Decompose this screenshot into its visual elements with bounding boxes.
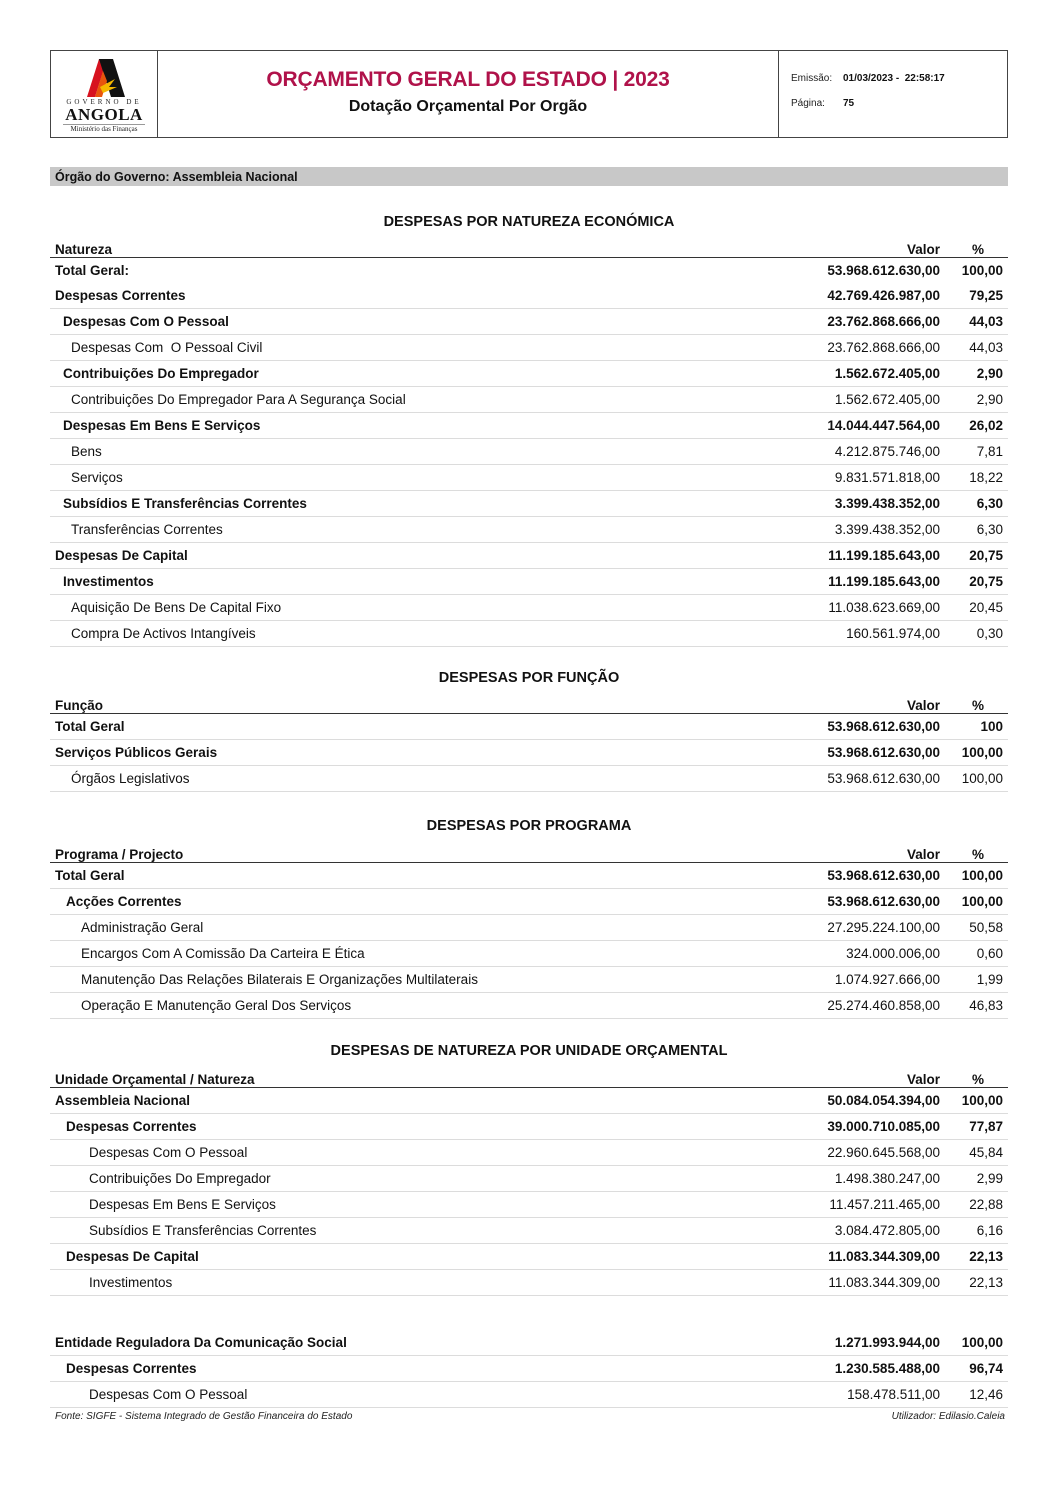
row-label: Contribuições Do Empregador Para A Segurança Social xyxy=(50,387,775,413)
row-percent: 44,03 xyxy=(948,335,1008,361)
header-titles xyxy=(158,51,779,137)
row-label: Despesas Correntes xyxy=(50,283,775,309)
row-value: 53.968.612.630,00 xyxy=(775,889,948,915)
row-label: Operação E Manutenção Geral Dos Serviços xyxy=(50,993,775,1019)
page-footer xyxy=(55,1411,1005,1422)
government-logo xyxy=(51,51,158,137)
table-row xyxy=(50,1244,1008,1270)
row-percent: 100,00 xyxy=(948,766,1008,792)
table-row xyxy=(50,1114,1008,1140)
col-percent: % xyxy=(948,239,1008,258)
table-row xyxy=(50,1166,1008,1192)
row-label: Serviços Públicos Gerais xyxy=(50,740,775,766)
row-percent: 7,81 xyxy=(948,439,1008,465)
row-percent: 20,75 xyxy=(948,569,1008,595)
header-meta xyxy=(779,51,1007,137)
table-row xyxy=(50,439,1008,465)
row-label: Órgãos Legislativos xyxy=(50,766,775,792)
row-percent: 77,87 xyxy=(948,1114,1008,1140)
row-label: Total Geral: xyxy=(55,262,130,278)
logo-line-ministerio: Ministério das Finanças xyxy=(70,125,138,133)
col-programa: Programa / Projecto xyxy=(50,844,775,863)
row-value: 11.199.185.643,00 xyxy=(775,543,948,569)
page-label: Página: xyxy=(791,98,825,109)
row-value: 53.968.612.630,00 xyxy=(775,714,948,740)
row-percent: 96,74 xyxy=(948,1356,1008,1382)
row-label: Assembleia Nacional xyxy=(50,1088,775,1114)
section-title-unidade: DESPESAS DE NATUREZA POR UNIDADE ORÇAMENTAL xyxy=(330,1043,728,1059)
row-percent: 100,00 xyxy=(948,1088,1008,1114)
col-percent: % xyxy=(948,695,1008,714)
col-percent: % xyxy=(948,1069,1008,1088)
row-percent: 6,30 xyxy=(948,491,1008,517)
table-row xyxy=(50,387,1008,413)
row-value: 3.399.438.352,00 xyxy=(775,517,948,543)
table-row xyxy=(50,543,1008,569)
row-value: 42.769.426.987,00 xyxy=(775,283,948,309)
row-value: 53.968.612.630,00 xyxy=(827,262,940,278)
logo-line-governo: GOVERNO DE xyxy=(66,98,142,106)
row-value: 1.230.585.488,00 xyxy=(775,1356,948,1382)
row-value: 160.561.974,00 xyxy=(775,621,948,647)
page-number: 75 xyxy=(843,98,855,109)
row-percent: 2,90 xyxy=(948,387,1008,413)
table-row xyxy=(50,1192,1008,1218)
row-percent: 100,00 xyxy=(948,863,1008,889)
row-percent: 1,99 xyxy=(948,967,1008,993)
table-row xyxy=(50,941,1008,967)
table-row xyxy=(50,1330,1008,1356)
row-percent: 44,03 xyxy=(948,309,1008,335)
row-label: Subsídios E Transferências Correntes xyxy=(50,491,775,517)
report-header xyxy=(50,50,1008,138)
table-row xyxy=(50,258,1008,284)
footer-user: Utilizador: Edilasio.Caleia xyxy=(891,1411,1005,1422)
row-value: 1.498.380.247,00 xyxy=(775,1166,948,1192)
spacer-cell xyxy=(50,1296,1008,1331)
row-label: Despesas Em Bens E Serviços xyxy=(50,1192,775,1218)
table-row xyxy=(50,1140,1008,1166)
row-percent: 100,00 xyxy=(961,262,1003,278)
table-row xyxy=(50,283,1008,309)
row-percent: 0,30 xyxy=(948,621,1008,647)
row-label: Contribuições Do Empregador xyxy=(50,1166,775,1192)
row-label: Despesas Com O Pessoal xyxy=(50,1382,775,1408)
row-label: Investimentos xyxy=(50,569,775,595)
row-label: Acções Correntes xyxy=(50,889,775,915)
row-label: Transferências Correntes xyxy=(50,517,775,543)
row-label: Administração Geral xyxy=(50,915,775,941)
table-row xyxy=(50,335,1008,361)
table-row xyxy=(50,491,1008,517)
row-label: Encargos Com A Comissão Da Carteira E Ética xyxy=(50,941,775,967)
row-label: Aquisição De Bens De Capital Fixo xyxy=(50,595,775,621)
row-label: Total Geral xyxy=(50,714,775,740)
table-row xyxy=(50,1382,1008,1408)
row-percent: 50,58 xyxy=(948,915,1008,941)
row-value: 9.831.571.818,00 xyxy=(775,465,948,491)
table-funcao xyxy=(50,695,1008,792)
row-percent: 6,30 xyxy=(948,517,1008,543)
col-valor: Valor xyxy=(775,239,948,258)
row-percent: 26,02 xyxy=(948,413,1008,439)
col-valor: Valor xyxy=(775,844,948,863)
logo-line-angola: ANGOLA xyxy=(65,105,143,124)
row-value: 1.562.672.405,00 xyxy=(775,361,948,387)
row-label: Manutenção Das Relações Bilaterais E Organizações Multilaterais xyxy=(50,967,775,993)
table-row xyxy=(50,1218,1008,1244)
table-row xyxy=(50,413,1008,439)
row-percent: 45,84 xyxy=(948,1140,1008,1166)
row-value: 324.000.006,00 xyxy=(775,941,948,967)
col-percent: % xyxy=(948,844,1008,863)
row-value: 53.968.612.630,00 xyxy=(775,740,948,766)
table-row xyxy=(50,1088,1008,1114)
table-natureza xyxy=(50,239,1008,647)
row-label: Subsídios E Transferências Correntes xyxy=(50,1218,775,1244)
row-value: 27.295.224.100,00 xyxy=(775,915,948,941)
row-label: Total Geral xyxy=(50,863,775,889)
col-natureza: Natureza xyxy=(50,239,775,258)
row-value: 11.083.344.309,00 xyxy=(775,1244,948,1270)
table-row xyxy=(50,621,1008,647)
table-header-row xyxy=(50,1069,1008,1088)
row-percent: 100,00 xyxy=(948,889,1008,915)
section-title-programa: DESPESAS POR PROGRAMA xyxy=(426,818,632,834)
table-row xyxy=(50,967,1008,993)
table-row xyxy=(50,595,1008,621)
section-title-natureza: DESPESAS POR NATUREZA ECONÓMICA xyxy=(383,214,675,230)
row-value: 11.457.211.465,00 xyxy=(775,1192,948,1218)
table-row xyxy=(50,740,1008,766)
row-percent: 79,25 xyxy=(948,283,1008,309)
footer-source: Fonte: SIGFE - Sistema Integrado de Gestão Financeira do Estado xyxy=(55,1411,353,1422)
row-value: 3.399.438.352,00 xyxy=(775,491,948,517)
emission-label: Emissão: xyxy=(791,73,833,84)
row-value: 23.762.868.666,00 xyxy=(775,335,948,361)
table-header-row xyxy=(50,695,1008,714)
row-value: 1.074.927.666,00 xyxy=(775,967,948,993)
row-percent: 100 xyxy=(948,714,1008,740)
row-value: 23.762.868.666,00 xyxy=(775,309,948,335)
row-value: 4.212.875.746,00 xyxy=(775,439,948,465)
row-value: 53.968.612.630,00 xyxy=(775,863,948,889)
table-row xyxy=(50,361,1008,387)
col-valor: Valor xyxy=(775,695,948,714)
page-row xyxy=(791,98,1007,109)
table-row xyxy=(50,863,1008,889)
row-percent: 12,46 xyxy=(948,1382,1008,1408)
row-label: Despesas Com O Pessoal Civil xyxy=(50,335,775,361)
report-subtitle: Dotação Orçamental Por Orgão xyxy=(348,98,588,115)
table-unidade xyxy=(50,1069,1008,1408)
row-percent: 2,90 xyxy=(948,361,1008,387)
row-label: Entidade Reguladora Da Comunicação Social xyxy=(50,1330,775,1356)
row-percent: 20,45 xyxy=(948,595,1008,621)
table-row xyxy=(50,714,1008,740)
table-row xyxy=(50,309,1008,335)
row-percent: 100,00 xyxy=(948,740,1008,766)
table-header-row xyxy=(50,844,1008,863)
table-row xyxy=(50,1270,1008,1296)
row-label: Serviços xyxy=(50,465,775,491)
row-percent: 2,99 xyxy=(948,1166,1008,1192)
col-unidade: Unidade Orçamental / Natureza xyxy=(50,1069,775,1088)
emission-row xyxy=(791,73,1007,84)
row-label: Despesas De Capital xyxy=(50,1244,775,1270)
table-row xyxy=(50,465,1008,491)
row-value: 50.084.054.394,00 xyxy=(775,1088,948,1114)
row-label: Despesas Com O Pessoal xyxy=(50,309,775,335)
row-value: 11.083.344.309,00 xyxy=(775,1270,948,1296)
row-spacer xyxy=(50,1296,1008,1331)
table-row xyxy=(50,1356,1008,1382)
row-label: Investimentos xyxy=(50,1270,775,1296)
row-value: 14.044.447.564,00 xyxy=(775,413,948,439)
row-label: Despesas Correntes xyxy=(50,1114,775,1140)
row-percent: 22,88 xyxy=(948,1192,1008,1218)
table-row xyxy=(50,915,1008,941)
table-row xyxy=(50,517,1008,543)
row-value: 22.960.645.568,00 xyxy=(775,1140,948,1166)
table-programa xyxy=(50,844,1008,1019)
col-valor: Valor xyxy=(775,1069,948,1088)
row-value: 11.199.185.643,00 xyxy=(775,569,948,595)
row-label: Despesas Correntes xyxy=(50,1356,775,1382)
row-value: 53.968.612.630,00 xyxy=(775,766,948,792)
table-header-row xyxy=(50,239,1008,258)
row-percent: 22,13 xyxy=(948,1244,1008,1270)
organ-bar: Órgão do Governo: Assembleia Nacional xyxy=(50,167,1008,186)
row-value: 39.000.710.085,00 xyxy=(775,1114,948,1140)
row-value: 11.038.623.669,00 xyxy=(775,595,948,621)
row-value: 1.562.672.405,00 xyxy=(775,387,948,413)
row-value: 25.274.460.858,00 xyxy=(775,993,948,1019)
table-row xyxy=(50,766,1008,792)
col-funcao: Função xyxy=(50,695,775,714)
row-label: Bens xyxy=(50,439,775,465)
row-percent: 6,16 xyxy=(948,1218,1008,1244)
report-title: ORÇAMENTO GERAL DO ESTADO | 2023 xyxy=(266,68,670,91)
table-row xyxy=(50,569,1008,595)
row-percent: 46,83 xyxy=(948,993,1008,1019)
table-row xyxy=(50,889,1008,915)
row-label: Compra De Activos Intangíveis xyxy=(50,621,775,647)
section-title-funcao: DESPESAS POR FUNÇÃO xyxy=(438,670,620,686)
row-label: Despesas Em Bens E Serviços xyxy=(50,413,775,439)
row-percent: 20,75 xyxy=(948,543,1008,569)
row-percent: 100,00 xyxy=(948,1330,1008,1356)
row-label: Despesas Com O Pessoal xyxy=(50,1140,775,1166)
row-percent: 22,13 xyxy=(948,1270,1008,1296)
row-percent: 18,22 xyxy=(948,465,1008,491)
row-value: 3.084.472.805,00 xyxy=(775,1218,948,1244)
row-label: Contribuições Do Empregador xyxy=(50,361,775,387)
row-value: 158.478.511,00 xyxy=(775,1382,948,1408)
table-row xyxy=(50,993,1008,1019)
row-value: 1.271.993.944,00 xyxy=(775,1330,948,1356)
emission-value: 01/03/2023 - 22:58:17 xyxy=(843,73,945,84)
row-label: Despesas De Capital xyxy=(50,543,775,569)
angola-a-emblem-icon xyxy=(73,57,135,99)
row-percent: 0,60 xyxy=(948,941,1008,967)
